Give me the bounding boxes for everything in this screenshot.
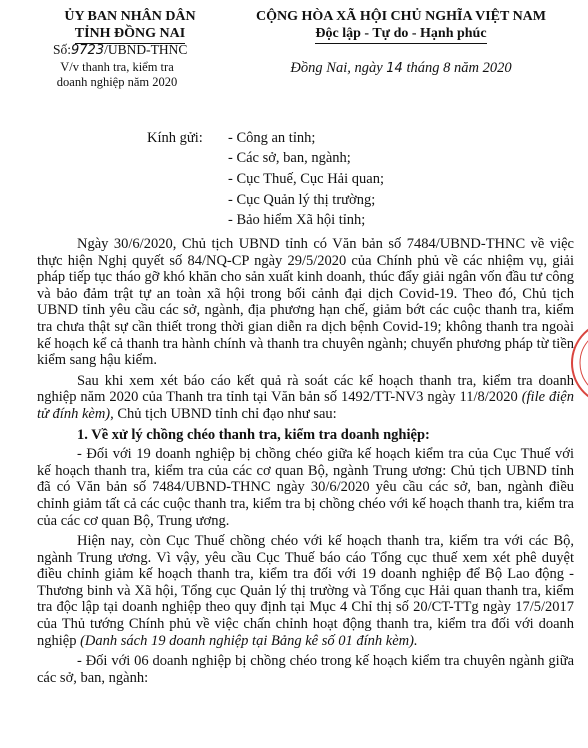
official-seal-fragment [564, 318, 588, 408]
org-line-1: ỦY BAN NHÂN DÂN [64, 9, 196, 24]
paragraph-5: - Đối với 06 doanh nghiệp bị chồng chéo trong kế hoạch kiểm tra chuyên ngành giữa các sở, ban, ngành: [37, 653, 574, 686]
country-name: CỘNG HÒA XÃ HỘI CHỦ NGHĨA VIỆT NAM [255, 9, 546, 24]
subject-line-1: V/v thanh tra, kiểm tra [60, 60, 174, 74]
recipient-item: - Cục Thuế, Cục Hải quan; [228, 171, 384, 187]
org-line-2: TỈNH ĐỒNG NAI [75, 25, 185, 44]
section-1-heading: 1. Về xử lý chồng chéo thanh tra, kiểm tra doanh nghiệp: [77, 426, 430, 443]
paragraph-2 [37, 373, 574, 423]
paragraph-3: - Đối với 19 doanh nghiệp bị chồng chéo giữa kế hoạch kiểm tra của Cục Thuế với kế hoạch thanh tra, kiểm tra của các cơ quan Bộ, ngành Trung ương: Chủ tịch UBND tỉnh đã có Văn bản số 7484/UBND-THNC ngày 30/6/2020 yêu cầu các sở, ban, ngành điều chỉnh giảm tất cả các cuộc thanh tra, kiểm tra bị chồng chéo với kế hoạch thanh tra, kiểm tra của các cơ quan Bộ, Trung ương. [37, 446, 574, 529]
paragraph-4-italic: (Danh sách 19 doanh nghiệp tại Bảng kê số 01 đính kèm). [80, 632, 418, 649]
paragraph-1: Ngày 30/6/2020, Chủ tịch UBND tỉnh có Văn bản số 7484/UBND-THNC về việc thực hiện Nghị quyết số 84/NQ-CP ngày 29/5/2020 của Chính phủ về các nhiệm vụ, giải pháp tiếp tục tháo gỡ khó khăn cho sản xuất kinh doanh, thúc đẩy giải ngân vốn đầu tư công và bảo đảm trật tự an toàn xã hội trong bối cảnh đại dịch Covid-19. Theo đó, Chủ tịch UBND tỉnh yêu cầu các sở, ngành, địa phương hạn chế, giảm bớt các cuộc thanh tra, kiểm tra chưa thật sự cần thiết trong thời gian diễn ra dịch bệnh Covid-19; không thanh tra ngoài kế hoạch kể cả thanh tra hành chính và thanh tra chuyên ngành; chuyển phương pháp từ tiền kiểm sang hậu kiểm. [37, 236, 574, 369]
recipient-item: - Bảo hiểm Xã hội tỉnh; [228, 212, 366, 228]
paragraph-4 [37, 533, 574, 649]
document-number [53, 42, 187, 59]
national-header [222, 8, 580, 44]
national-motto: Độc lập - Tự do - Hạnh phúc [315, 25, 486, 44]
recipient-item: - Công an tỉnh; [228, 130, 316, 146]
paragraph-2-italic: (file điện tử đính kèm) [37, 389, 574, 422]
issuing-authority [40, 8, 220, 44]
date-line [222, 60, 580, 77]
document-subject [0, 60, 234, 90]
paragraph-2-text-a: Sau khi xem xét báo cáo kết quả rà soát các kế hoạch thanh tra, kiểm tra doanh nghiệp năm 2020 của Thanh tra tỉnh tại Văn bản số 1492/TT-NV3 ngày 11/8/2020 [37, 372, 574, 406]
date-day-handwritten: 14 [386, 61, 403, 76]
subject-line-2: doanh nghiệp năm 2020 [56, 75, 178, 89]
recipient-item: - Các sở, ban, ngành; [228, 150, 351, 166]
date-prefix: Đồng Nai, ngày [290, 60, 387, 76]
paragraph-2-text-b: , Chủ tịch UBND tỉnh chỉ đạo như sau: [110, 405, 337, 422]
recipient-item: - Cục Quản lý thị trường; [228, 192, 376, 208]
date-suffix: tháng 8 năm 2020 [402, 60, 512, 76]
doc-number-suffix: /UBND-THNC [104, 42, 188, 57]
paragraph-4-text: Hiện nay, còn Cục Thuế chồng chéo với kế hoạch thanh tra, kiểm tra với các Bộ, ngành Trung ương. Vì vậy, yêu cầu Cục Thuế báo cáo Tổng cục thuế xem xét phê duyệt điều chỉnh giảm kế hoạch thanh tra, kiểm tra đối với 19 doanh nghiệp để Bộ Lao động - Thương binh và Xã hội, Tổng cục Quản lý thị trường và Tổng cục Hải quan thanh tra, kiểm tra độc lập tại doanh nghiệp theo quy định tại Mục 4 Chỉ thị số 20/CT-TTg ngày 17/5/2017 của Thủ tướng Chính phủ về việc chấn chỉnh hoạt động thanh tra, kiểm tra đối với doanh nghiệp [37, 533, 574, 649]
doc-number-handwritten: 9723 [71, 43, 105, 58]
recipients-label: Kính gửi: [147, 130, 203, 146]
doc-number-prefix: Số: [53, 42, 72, 57]
document-body [37, 236, 574, 690]
